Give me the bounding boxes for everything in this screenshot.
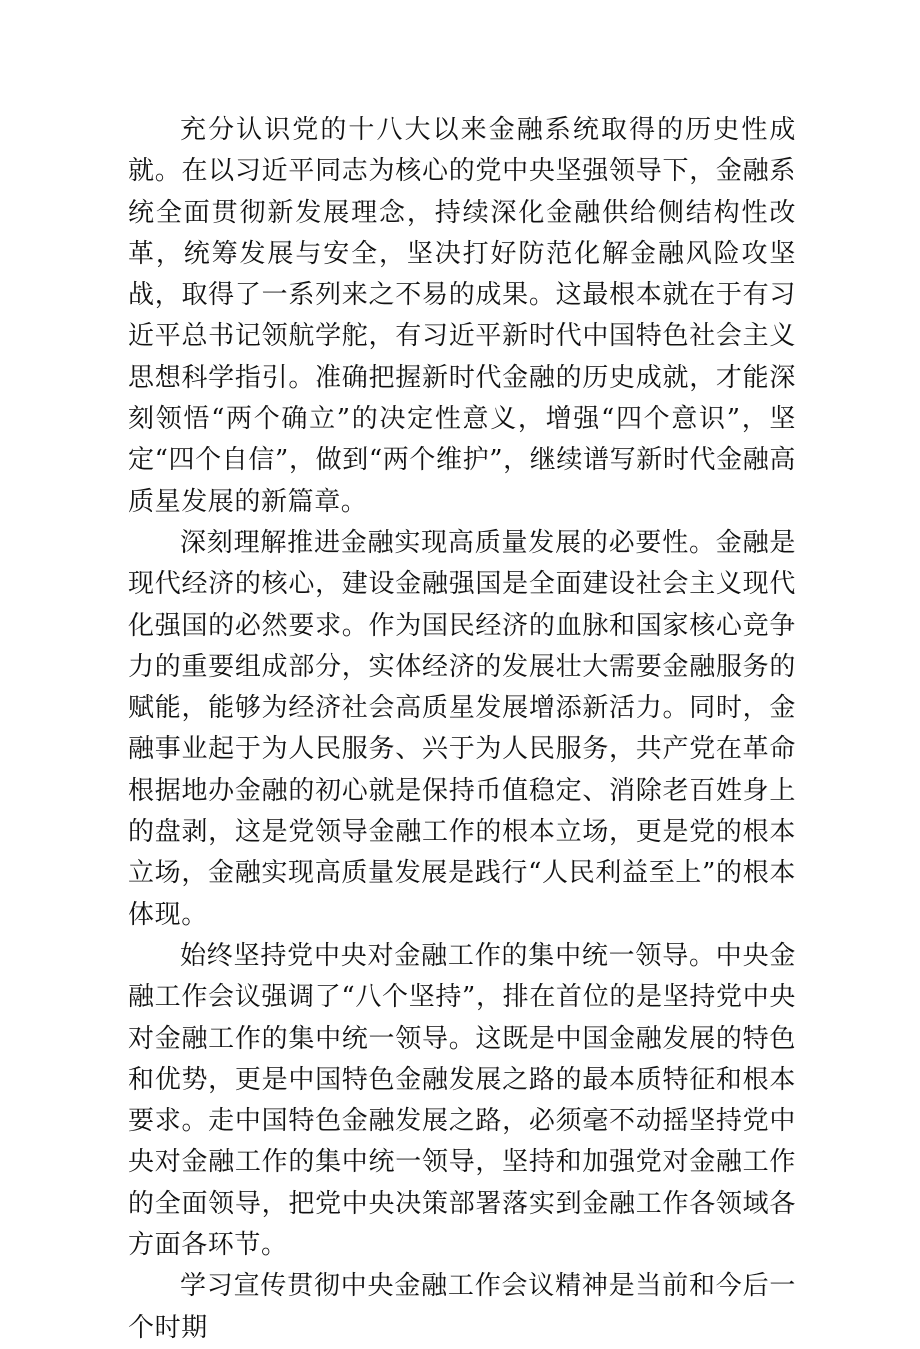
paragraph-party-leadership: 始终坚持党中央对金融工作的集中统一领导。中央金融工作会议强调了“八个坚持”，排在首位的是坚持党中央对金融工作的集中统一领导。这既是中国金融发展的特色和优势，更是中国特色金融发展之路的最本质特征和根本要求。走中国特色金融发展之路，必须毫不动摇坚持党中央对金融工作的集中统一领导，坚持和加强党对金融工作的全面领导，把党中央决策部署落实到金融工作各领域各方面各环节。 — [128, 940, 796, 1261]
paragraph-historic-achievements: 充分认识党的十八大以来金融系统取得的历史性成就。在以习近平同志为核心的党中央坚强领导下，金融系统全面贯彻新发展理念，持续深化金融供给侧结构性改革，统筹发展与安全，坚决打好防范化解金融风险攻坚战，取得了一系列来之不易的成果。这最根本就在于有习近平总书记领航学舵，有习近平新时代中国特色社会主义思想科学指引。准确把握新时代金融的历史成就，才能深刻领悟“两个确立”的决定性意义，增强“四个意识”，坚定“四个自信”，做到“两个维护”，继续谱写新时代金融高质星发展的新篇章。 — [128, 115, 796, 517]
document-body — [128, 110, 796, 1349]
paragraph-high-quality-development: 深刻理解推进金融实现高质量发展的必要性。金融是现代经济的核心，建设金融强国是全面建设社会主义现代化强国的必然要求。作为国民经济的血脉和国家核心竞争力的重要组成部分，实体经济的发展壮大需要金融服务的赋能，能够为经济社会高质星发展增添新活力。同时，金融事业起于为人民服务、兴于为人民服务，共产党在革命根据地办金融的初心就是保持币值稳定、消除老百姓身上的盘剥，这是党领导金融工作的根本立场，更是党的根本立场，金融实现高质量发展是践行“人民利益至上”的根本体现。 — [128, 527, 796, 930]
paragraph-study-conference-spirit: 学习宣传贯彻中央金融工作会议精神是当前和今后一个时期 — [128, 1271, 796, 1343]
